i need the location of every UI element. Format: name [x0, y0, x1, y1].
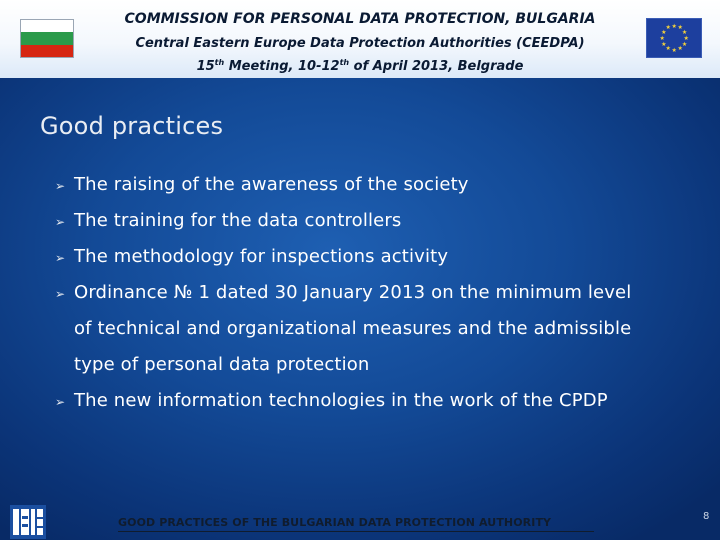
bullet-arrow-icon: ➢ [55, 287, 66, 301]
bullet-item: The new information technologies in the work of the CPDP [74, 390, 608, 411]
bullet-item: The training for the data controllers [74, 210, 402, 231]
bullet-item: of technical and organizational measures and the admissible [74, 318, 632, 339]
meeting-end: of April 2013, Belgrade [349, 59, 524, 74]
bullet-arrow-icon: ➢ [55, 215, 66, 229]
eu-star-icon: ★ [683, 34, 689, 42]
eu-star-icon: ★ [671, 22, 677, 30]
eu-star-icon: ★ [677, 24, 683, 32]
cpdp-logo-icon [10, 505, 46, 539]
header-ceedpa-subtitle: Central Eastern Europe Data Protection Authorities (CEEDPA) [135, 36, 585, 51]
eu-star-icon: ★ [661, 40, 667, 48]
header-banner [0, 0, 720, 78]
eu-star-icon: ★ [661, 28, 667, 36]
eu-flag-icon [646, 18, 702, 58]
bullet-arrow-icon: ➢ [55, 251, 66, 265]
eu-star-icon: ★ [665, 24, 671, 32]
footer-text: GOOD PRACTICES OF THE BULGARIAN DATA PROTECTION AUTHORITY [118, 516, 552, 529]
page-number: 8 [703, 511, 710, 522]
date-sup: th [339, 58, 350, 67]
header-meeting-line [0, 58, 720, 74]
bullet-item: Ordinance № 1 dated 30 January 2013 on the minimum level [74, 282, 632, 303]
meeting-sup: th [214, 58, 225, 67]
eu-star-icon: ★ [665, 44, 671, 52]
eu-star-icon: ★ [681, 40, 688, 48]
bullet-item: The methodology for inspections activity [74, 246, 449, 267]
eu-star-icon: ★ [671, 46, 677, 54]
footer-underline [118, 531, 594, 532]
eu-star-icon: ★ [681, 28, 688, 36]
eu-star-icon: ★ [659, 34, 665, 42]
meeting-number: 15 [196, 59, 215, 74]
bullet-arrow-icon: ➢ [55, 395, 66, 409]
eu-star-icon: ★ [677, 44, 683, 52]
meeting-mid: Meeting, 10-12 [224, 59, 340, 74]
bullet-item: type of personal data protection [74, 354, 370, 375]
bullet-arrow-icon: ➢ [55, 179, 66, 193]
slide-title: Good practices [40, 112, 224, 140]
header-commission-title: COMMISSION FOR PERSONAL DATA PROTECTION, BULGARIA [124, 11, 596, 27]
bullet-item: The raising of the awareness of the society [74, 174, 469, 195]
